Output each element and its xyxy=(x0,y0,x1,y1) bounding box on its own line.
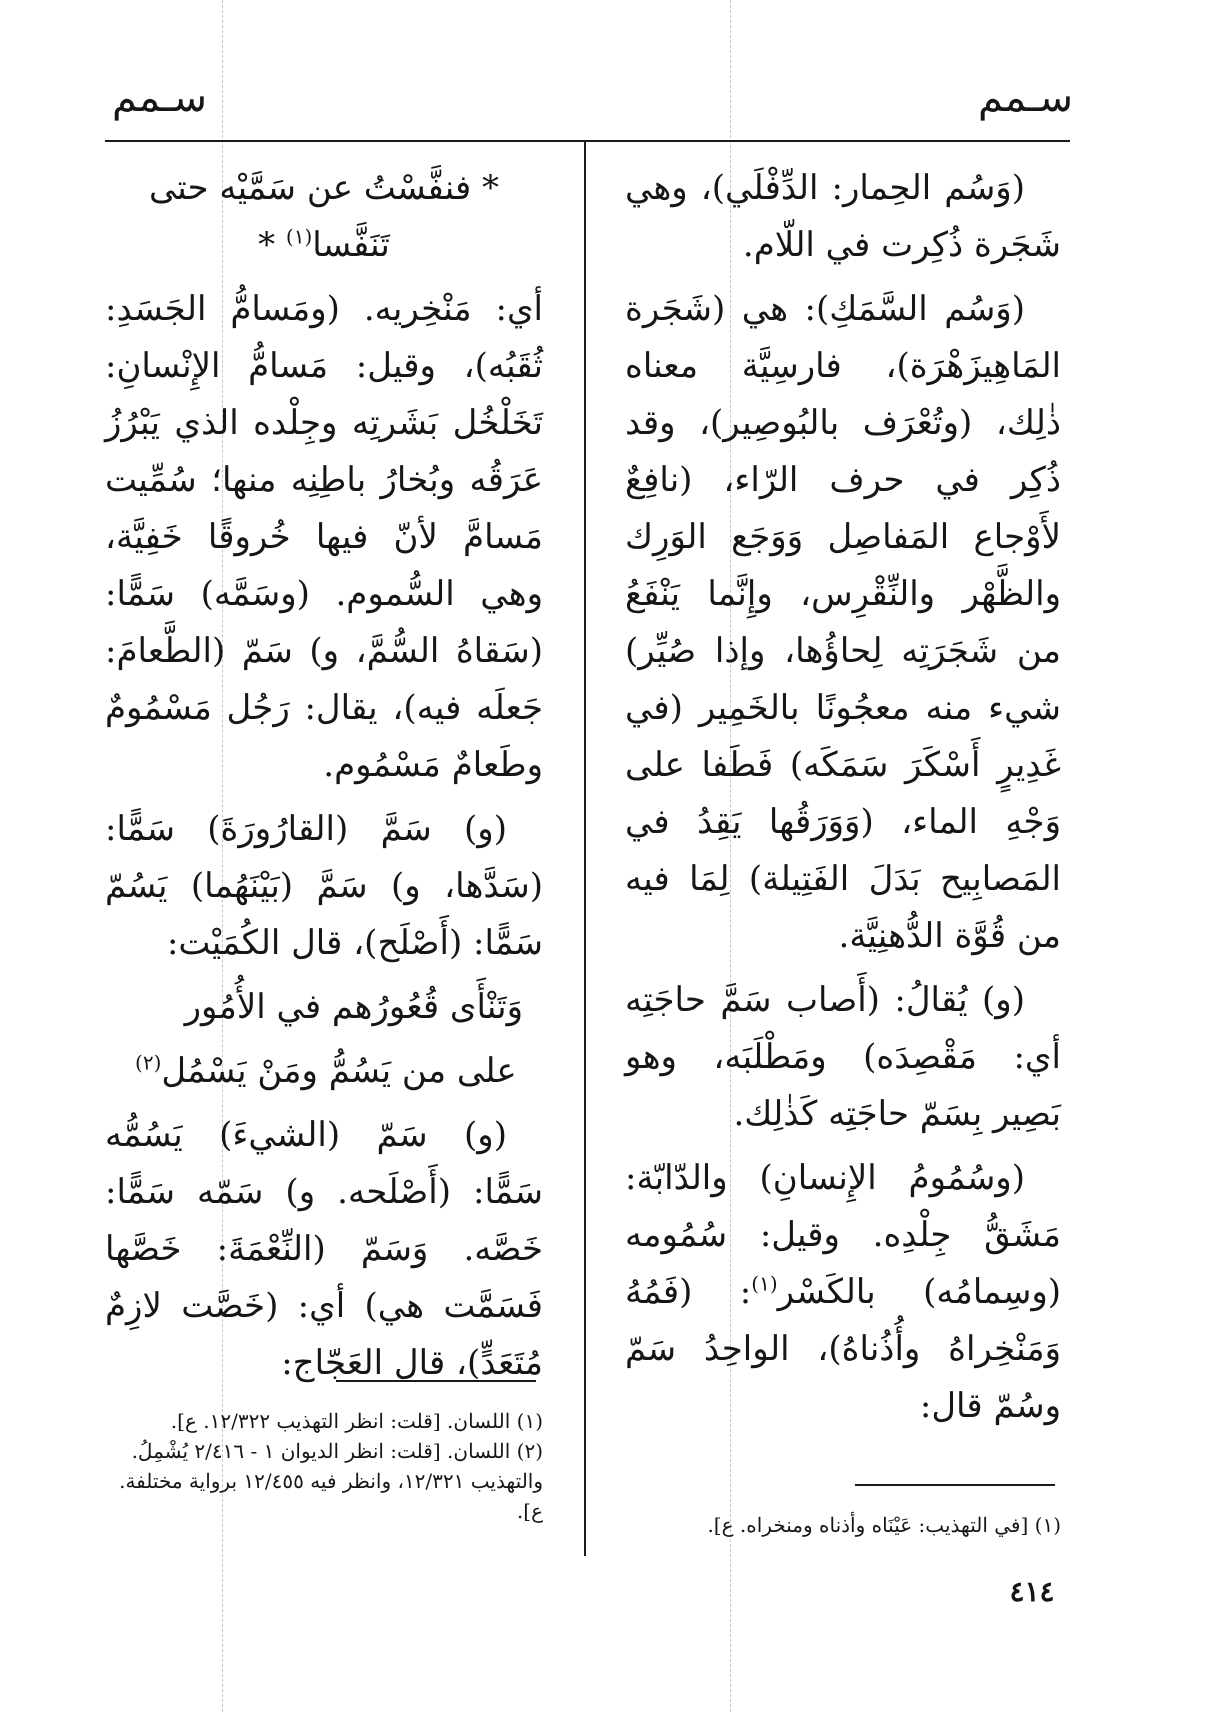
verse-text: على من يَسُمُّ ومَنْ يَسْمُل xyxy=(161,1051,517,1091)
right-column xyxy=(625,160,1061,1442)
paragraph: (و) يُقالُ: (أَصاب سَمَّ حاجَتِه أي: مَقْصِدَه) ومَطْلَبَه، وهو بَصِير بِسَمّ حاجَتِه كَذٰلِك. xyxy=(625,980,1061,1134)
paragraph: (وَسُم السَّمَكِ): هي (شَجَرة المَاهِيزَهْرَة)، فارسِيَّة معناه ذٰلِك، (وتُعْرَف بالبُوصِير)، وقد ذُكِر في حرف الرّاء، (نافِعٌ لأَوْجاع المَفاصِل وَوَجَع الوَرِك والظَّهْر والنِّقْرِس، وإِنَّما يَنْفَعُ من شَجَرَتِه لِحاؤُها، وإذا صُيِّر) شيء منه معجُونًا بالخَمِير (في غَدِيرٍ أَسْكَرَ سَمَكَه) فَطَفا على وَجْهِ الماء، (وَوَرَقُها يَقِدُ في المَصابِيح بَدَلَ الفَتِيلة) لِمَا فيه من قُوَّة الدُّهنِيَّة. xyxy=(625,289,1061,956)
footnote: (١) [في التهذيب: عَيْنَاه وأذناه ومنخراه. ع]. xyxy=(707,1513,1061,1537)
footnote-ref: (٢) xyxy=(135,1050,162,1075)
paragraph: (و) سَمّ (الشيءَ) يَسُمُّه سَمًّا: (أَصْلَحه. و) سَمّه سَمًّا: خَصَّه. وَسَمّ (النِّعْمَةَ: خَصَّها فَسَمَّت هي) أي: (خَصَّت لازِمٌ مُتَعَدٍّ)، قال العَجّاج: xyxy=(105,1115,543,1383)
column-divider xyxy=(584,141,586,1556)
verse-line: وَتَنْأَى قُعُورُهم في الأُمُور xyxy=(184,987,523,1027)
running-header-right: سـمم xyxy=(978,75,1073,121)
paragraph-text: (وسُمُومُ الإِنسانِ) والدّابّة: مَشَقُّ جِلْدِه. وقيل: سُمُومه (وسِمامُه) بالكَسْر xyxy=(625,1158,1062,1312)
footnote-ref: (١) xyxy=(751,1271,778,1296)
page-number: ٤١٤ xyxy=(1009,1575,1055,1608)
verse-line xyxy=(105,1043,543,1100)
paragraph: (و) سَمَّ (القارُورَةَ) سَمًّا: (سَدَّها، و) سَمَّ (بَيْنَهُما) يَسُمّ سَمًّا: (أَصْلَح)، قال الكُمَيْت: xyxy=(105,809,543,963)
paragraph xyxy=(625,1150,1061,1435)
verse-text: * فنفَّسْتُ عن سَمَّيْه حتى تَنَفَّسا xyxy=(148,168,500,265)
footnote-rule xyxy=(336,1380,536,1382)
paragraph: (وَسُم الحِمار: الدِّفْلَي)، وهي شَجَرة ذُكِرت في اللّام. xyxy=(625,168,1061,265)
verse xyxy=(105,160,543,274)
paragraph-text: : (فَمُهُ وَمَنْخِراهُ وأُذُناهُ)، الواحِدُ سَمّ وسُمّ قال: xyxy=(625,1272,1061,1426)
header-rule xyxy=(105,140,1070,142)
footnote-rule xyxy=(855,1484,1055,1486)
running-header-left: سـمم xyxy=(112,75,207,121)
footnote: (١) اللسان. [قلت: انظر التهذيب ١٢/٣٢٢. ع]. xyxy=(170,1409,543,1433)
footnotes-right xyxy=(625,1510,1061,1540)
verse-text: * xyxy=(258,225,286,265)
paragraph: أي: مَنْخِريه. (ومَسامُّ الجَسَدِ: ثُقَبُه)، وقيل: مَسامُّ الإِنْسانِ: تَخَلْخُل بَشَرتِه وجِلْده الذي يَبْرُزُ عَرَقُه وبُخارُ باطِنِه منها؛ سُمِّيت مَسامَّ لأنّ فيها خُروقًا خَفِيَّة، وهي السُّموم. (وسَمَّه) سَمًّا: (سَقاهُ السُّمَّ، و) سَمّ (الطَّعامَ: جَعلَه فيه)، يقال: رَجُل مَسْمُومٌ وطَعامٌ مَسْمُوم. xyxy=(105,289,543,785)
left-column xyxy=(105,160,543,1399)
footnotes-left xyxy=(105,1406,543,1526)
footnote: (٢) اللسان. [قلت: انظر الديوان ١ - ٢/٤١٦ يُشْمِلُ. والتهذيب ١٢/٣٢١، وانظر فيه ١٢/٤٥٥ برواية مختلفة. ع]. xyxy=(119,1439,543,1523)
footnote-ref: (١) xyxy=(285,224,313,249)
